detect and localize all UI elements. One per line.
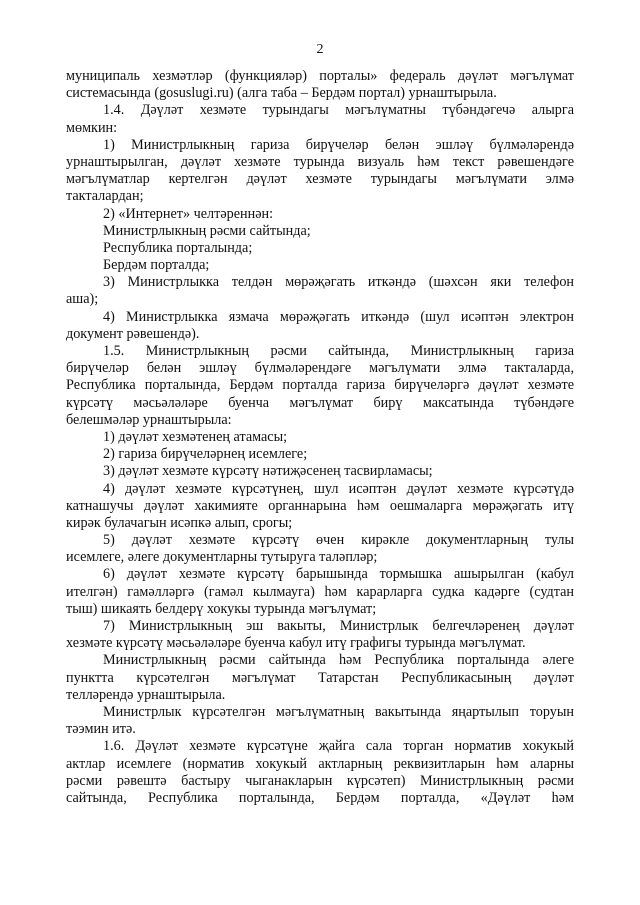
text-line: 1.5. Министрлыкның рәсми сайтында, Министрлыкның гариза bbox=[103, 343, 574, 359]
text-line: Республика порталында; bbox=[103, 239, 253, 256]
text-line: мөмкин: bbox=[66, 119, 118, 136]
text-line: исемлеге, әлеге документларны тутыруга таләпләр; bbox=[66, 549, 378, 566]
text-line: рәсми рәвештә бастыру чыганакларын күрсәтеп) Министрлыкның рәсми bbox=[66, 772, 574, 789]
text-line: 6) дәүләт хезмәте күрсәтү барышында тормышка ашырылган (кабул bbox=[103, 566, 574, 583]
text-line: 3) Министрлыкка телдән мөрәҗәгать иткәндә (шәхсән яки телефон bbox=[103, 274, 574, 291]
text-line: тәэмин итә. bbox=[66, 721, 136, 738]
text-line: 2) гариза бирүчеләрнең исемлеге; bbox=[103, 446, 308, 463]
text-line: Министрлыкның рәсми сайтында; bbox=[103, 222, 311, 239]
text-line: Бердәм порталда; bbox=[103, 257, 210, 274]
text-line: телләрендә урнаштырыла. bbox=[66, 686, 226, 703]
page-number: 2 bbox=[316, 42, 324, 57]
text-line: хезмәте күрсәтү мәсьәләләре буенча кабул итү графигы турында мәгълүмат. bbox=[66, 635, 526, 652]
text-line: күрсәтү мәсьәләләре буенча мәгълүмат бирү максатында түбәндәге bbox=[66, 394, 574, 411]
text-line: актлар исемлеге (норматив хокукый актларның реквизитларын һәм аларны bbox=[66, 755, 574, 772]
text-line: мәгълүматлар кертелгән дәүләт хезмәте турындагы мәгълүмати элмә bbox=[66, 171, 574, 188]
text-line: такталардан; bbox=[66, 188, 144, 205]
text-line: системасында (gosuslugi.ru) (алга таба – Бердәм портал) урнаштырыла. bbox=[66, 85, 497, 102]
text-line: 7) Министрлыкның эш вакыты, Министрлык белгечләренең дәүләт bbox=[103, 618, 574, 634]
text-line: сайтында, Республика порталында, Бердәм порталда, «Дәүләт һәм bbox=[66, 789, 574, 806]
text-line: белешмәләр урнаштырыла: bbox=[66, 411, 232, 428]
text-line: ителгән) гамәлләргә (гамәл кылмауга) һәм карарларга судка кадәрге (судтан bbox=[66, 583, 574, 600]
text-line: 1.6. Дәүләт хезмәте күрсәтүне җайга сала торган норматив хокукый bbox=[103, 738, 574, 755]
text-line: документ рәвешендә). bbox=[66, 325, 200, 342]
text-line: 5) дәүләт хезмәте күрсәтү өчен кирәкле документларның тулы bbox=[103, 532, 574, 549]
text-line: муниципаль хезмәтләр (функцияләр) порталы» федераль дәүләт мәгълүмат bbox=[66, 68, 574, 84]
text-line: Республика порталында, Бердәм порталда гариза бирүчеләргә дәүләт хезмәте bbox=[66, 377, 574, 394]
text-line: 4) Министрлыкка язмача мөрәҗәгать иткәндә (шул исәптән электрон bbox=[103, 308, 574, 325]
text-line: 2) «Интернет» челтәреннән: bbox=[103, 205, 274, 222]
text-line: 1) дәүләт хезмәтенең атамасы; bbox=[103, 428, 288, 445]
text-line: пунктта күрсәтелгән мәгълүмат Татарстан Республикасының дәүләт bbox=[66, 669, 574, 686]
text-line: катнашучы дәүләт хакимияте органнарына һәм оешмаларга мөрәҗәгать итү bbox=[66, 497, 574, 514]
text-line: тыш) шикаять белдерү хокукы турында мәгълүмат; bbox=[66, 600, 377, 617]
text-line: Министрлыкның рәсми сайтында һәм Республика порталында әлеге bbox=[103, 652, 574, 669]
text-line: Министрлык күрсәтелгән мәгълүматның вакытында яңартылып торуын bbox=[103, 703, 574, 720]
text-line: 1.4. Дәүләт хезмәте турындагы мәгълүматны түбәндәгечә алырга bbox=[103, 102, 574, 119]
document-body bbox=[66, 68, 574, 807]
text-line: 1) Министрлыкның гариза бирүчеләр белән эшләү бүлмәләрендә bbox=[103, 136, 574, 153]
text-line: бирүчеләр белән эшләү бүлмәләрендәге мәгълүмати элмә такталарда, bbox=[66, 360, 574, 377]
text-line: урнаштырылган, дәүләт хезмәте турында визуаль һәм текст рәвешендәге bbox=[66, 153, 574, 170]
text-line: кирәк булачагын исәпкә алып, срогы; bbox=[66, 514, 293, 531]
text-line: 3) дәүләт хезмәте күрсәтү нәтиҗәсенең тасвирламасы; bbox=[103, 463, 433, 480]
text-line: 4) дәүләт хезмәте күрсәтүнең, шул исәптән дәүләт хезмәте күрсәтүдә bbox=[103, 480, 574, 497]
text-line: аша); bbox=[66, 291, 99, 308]
